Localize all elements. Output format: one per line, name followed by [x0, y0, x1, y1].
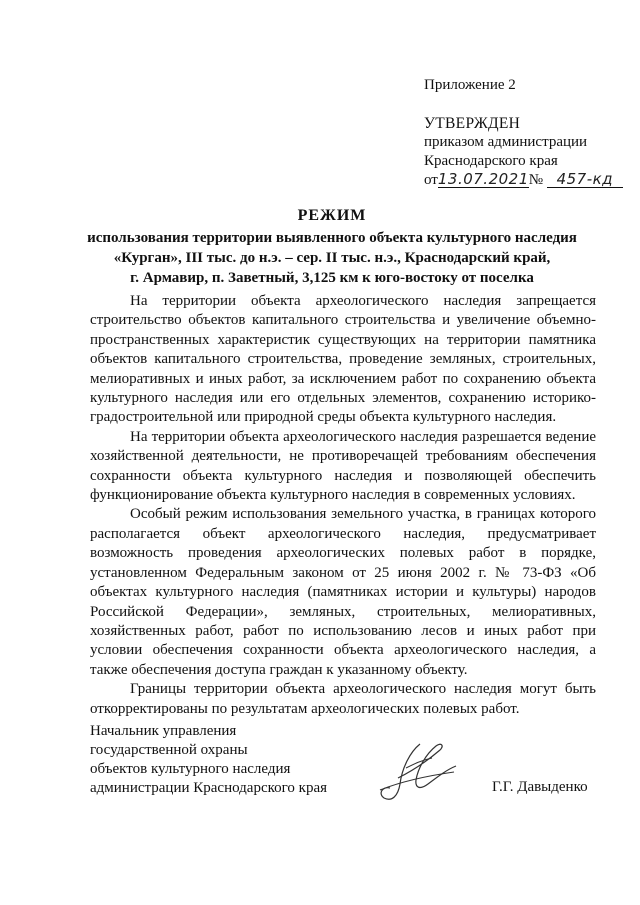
paragraph-special-regime: Особый режим использования земельного участка, в границах которого располагается объект археологического наследия, предусматривает возможность проведения археологических полевых работ в порядке, установленном Федеральным законом от 25 июня 2002 г. № 73-ФЗ «Об объектах культурного наследия (памятниках истории и культуры) народов Российской Федерации», земляных, строительных, мелиоративных, хозяйственных работ, работ по использованию лесов и иных работ при условии обеспечения сохранности объекта археологического наследия, а также обеспечения доступа граждан к указанному объекту.: [90, 506, 596, 678]
position-line: объектов культурного наследия: [90, 761, 291, 777]
signatory-position: [90, 722, 327, 798]
position-line: Начальник управления: [90, 723, 237, 739]
document-title: РЕЖИМ: [297, 207, 367, 224]
document-body: [90, 292, 596, 719]
subtitle-line: «Курган», III тыс. до н.э. – сер. II тыс. н.э., Краснодарский край,: [113, 250, 551, 266]
approval-stamp: [424, 76, 624, 190]
order-line-2: Краснодарского края: [424, 153, 558, 169]
handwritten-signature-icon: [370, 738, 460, 808]
paragraph-permissions: На территории объекта археологического наследия разрешается ведение хозяйственной деятельности, не противоречащей требованиям обеспечения сохранности объекта культурного наследия и позволяющей обеспечить функционирование объекта культурного наследия в современных условиях.: [90, 428, 596, 504]
order-line-1: приказом администрации: [424, 134, 588, 150]
paragraph-prohibitions: На территории объекта археологического наследия запрещается строительство объектов капитального строительства и увеличение объемно-пространственных характеристик существующих на территории памятника объектов капитального строительства, проведение земляных, строительных, мелиоративных и иных работ, за исключением работ по сохранению объекта культурного наследия или его отдельных элементов, сохранению историко-градостроительной или природной среды объекта культурного наследия.: [90, 293, 596, 426]
subtitle-line: использования территории выявленного объекта культурного наследия: [87, 230, 577, 246]
appendix-label: Приложение 2: [424, 77, 516, 93]
document-heading: [82, 206, 582, 288]
position-line: государственной охраны: [90, 742, 248, 758]
approved-label: УТВЕРЖДЕН: [424, 115, 521, 132]
order-date: 13.07.2021: [437, 170, 529, 188]
order-date-line: [424, 171, 624, 190]
date-prefix: от: [424, 172, 438, 188]
signatory-name: Г.Г. Давыденко: [492, 779, 588, 795]
position-line: администрации Краснодарского края: [90, 780, 328, 796]
order-number: 457-кд: [547, 171, 623, 188]
subtitle-line: г. Армавир, п. Заветный, 3,125 км к юго-востоку от поселка: [130, 270, 534, 286]
number-prefix: №: [528, 172, 544, 188]
paragraph-boundaries: Границы территории объекта археологического наследия могут быть откорректированы по результатам археологических полевых работ.: [90, 681, 596, 717]
